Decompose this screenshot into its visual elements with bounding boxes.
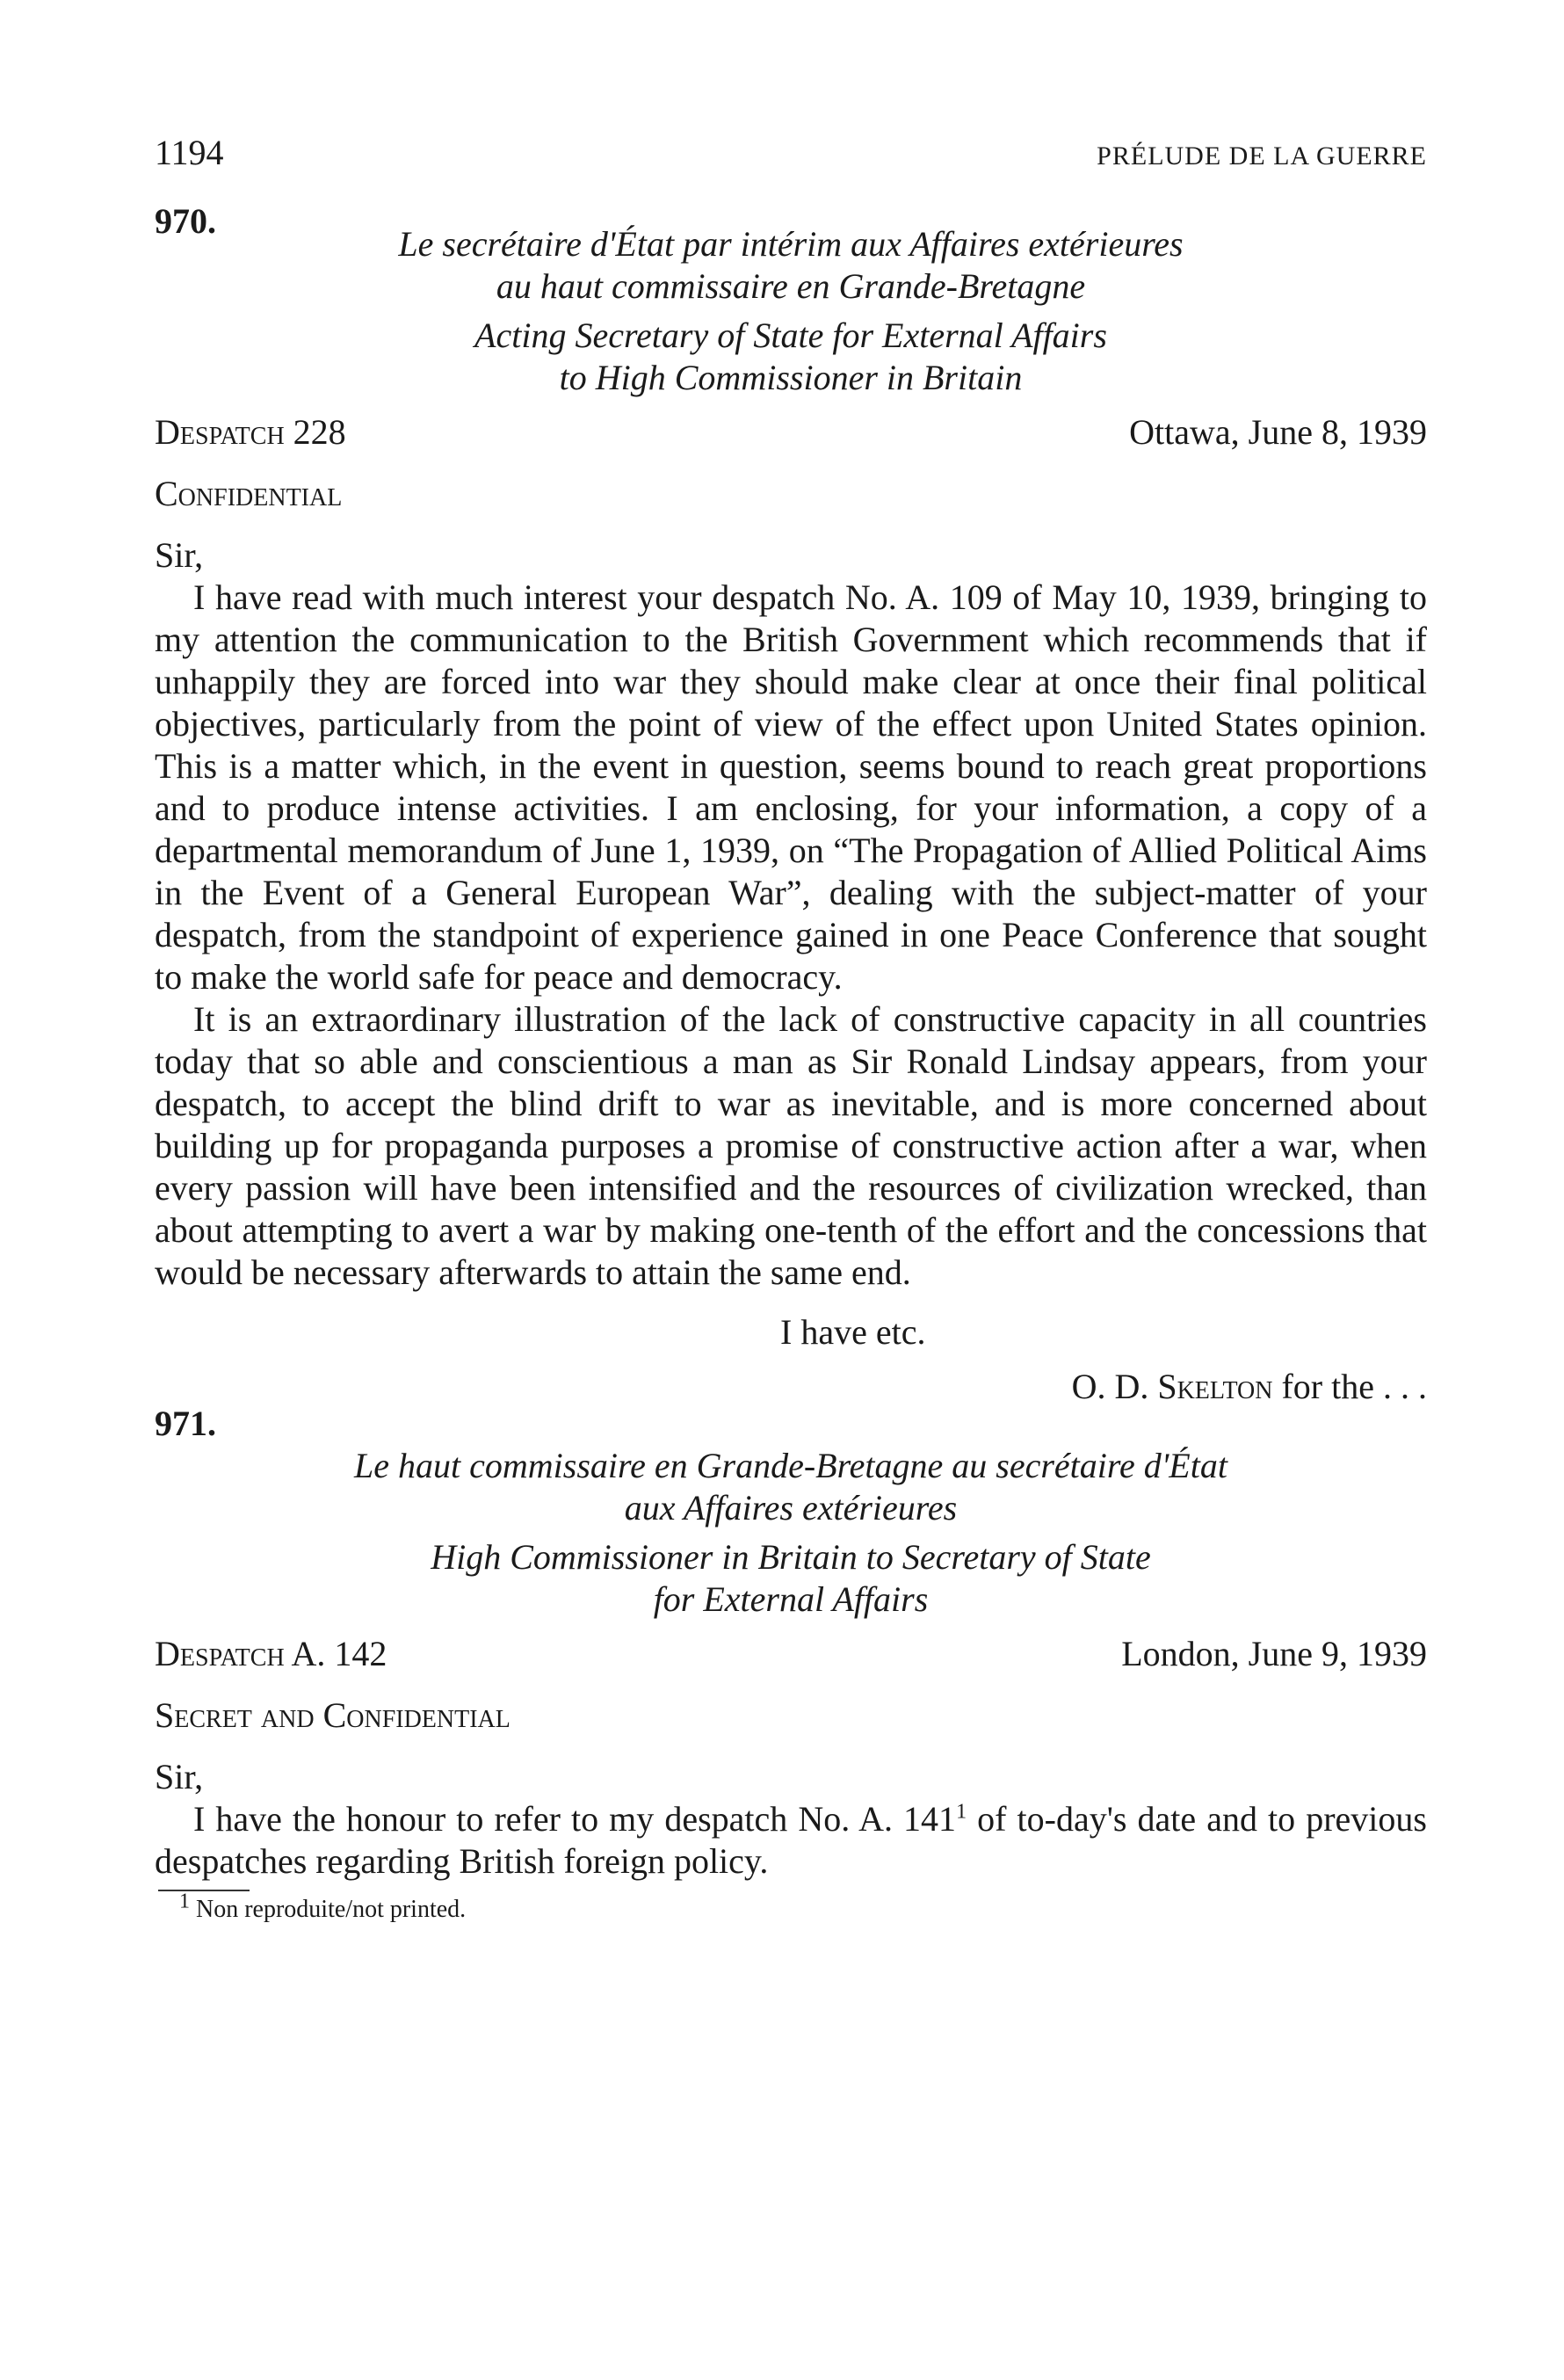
document-heading — [155, 1445, 1427, 1621]
classification: Confidential — [155, 474, 343, 513]
classification: Secret and Confidential — [155, 1695, 510, 1735]
footnote-mark: 1 — [179, 1890, 190, 1913]
heading-english: Acting Secretary of State for External Affairs to High Commissioner in Britain — [474, 316, 1107, 397]
body-paragraph: It is an extraordinary illustration of the lack of constructive capacity in all countries today that so able and conscientious a man as Sir Ronald Lindsay appears, from your despatch, to accept the blind drift to war as inevitable, and is more concerned about building up for propaganda purposes a promise of constructive action after a war, when every passion will have been intensified and the resources of civilization wrecked, than about attempting to avert a war by making one-tenth of the effort and the concessions that would be necessary afterwards to attain the same end. — [155, 999, 1427, 1292]
place-date: Ottawa, June 8, 1939 — [1129, 412, 1427, 452]
closing: I have etc. — [780, 1312, 926, 1352]
place-date: London, June 9, 1939 — [1121, 1634, 1427, 1673]
footnote-text: Non reproduite/not printed. — [196, 1896, 467, 1923]
footnote — [179, 1890, 1427, 1925]
document-heading — [155, 223, 1427, 399]
salutation: Sir, — [155, 535, 204, 575]
body-paragraph: I have read with much interest your despatch No. A. 109 of May 10, 1939, bringing to my attention the communication to the British Government which recommends that if unhappily they are forced into war they should make clear at once their final political objectives, particularly from the point of view of the effect upon United States opinion. This is a matter which, in the event in question, seems bound to reach great proportions and to produce intense activities. I am enclosing, for your information, a copy of a departmental memorandum of June 1, 1939, on “The Propagation of Allied Political Aims in the Event of a General European War”, dealing with the subject-matter of your despatch, from the standpoint of experience gained in one Peace Conference that sought to make the world safe for peace and democracy. — [155, 577, 1427, 997]
document-number: 971. — [155, 1404, 216, 1443]
salutation: Sir, — [155, 1757, 204, 1796]
document-page — [155, 132, 1427, 1925]
page-number: 1194 — [155, 133, 224, 172]
document-971 — [155, 1403, 1427, 1925]
signature — [155, 1366, 1427, 1408]
signature-suffix: for the . . . — [1281, 1367, 1427, 1406]
page-header — [155, 132, 1427, 176]
heading-english: High Commissioner in Britain to Secretary of State for External Affairs — [431, 1537, 1151, 1619]
footnote-reference: 1 — [956, 1800, 967, 1824]
body-paragraph: I have the honour to refer to my despatch No. A. $141^1$ of to-day's date and to previous despatches regarding British foreign policy. — [155, 1799, 1427, 1881]
despatch-meta — [155, 1633, 1427, 1675]
signature-name: O. D. Skelton — [1071, 1367, 1273, 1406]
despatch-number: Despatch A. 142 — [155, 1634, 387, 1673]
running-title: PRÉLUDE DE LA GUERRE — [1097, 141, 1427, 171]
despatch-number: Despatch 228 — [155, 412, 346, 452]
document-number: 970. — [155, 201, 216, 241]
heading-french: Le haut commissaire en Grande-Bretagne au secrétaire d'État aux Affaires extérieures — [354, 1446, 1227, 1527]
footnote-divider — [158, 1890, 250, 1891]
document-970 — [155, 200, 1427, 1408]
despatch-meta — [155, 411, 1427, 454]
heading-french: Le secrétaire d'État par intérim aux Affaires extérieures au haut commissaire en Grande-Bretagne — [398, 224, 1184, 306]
